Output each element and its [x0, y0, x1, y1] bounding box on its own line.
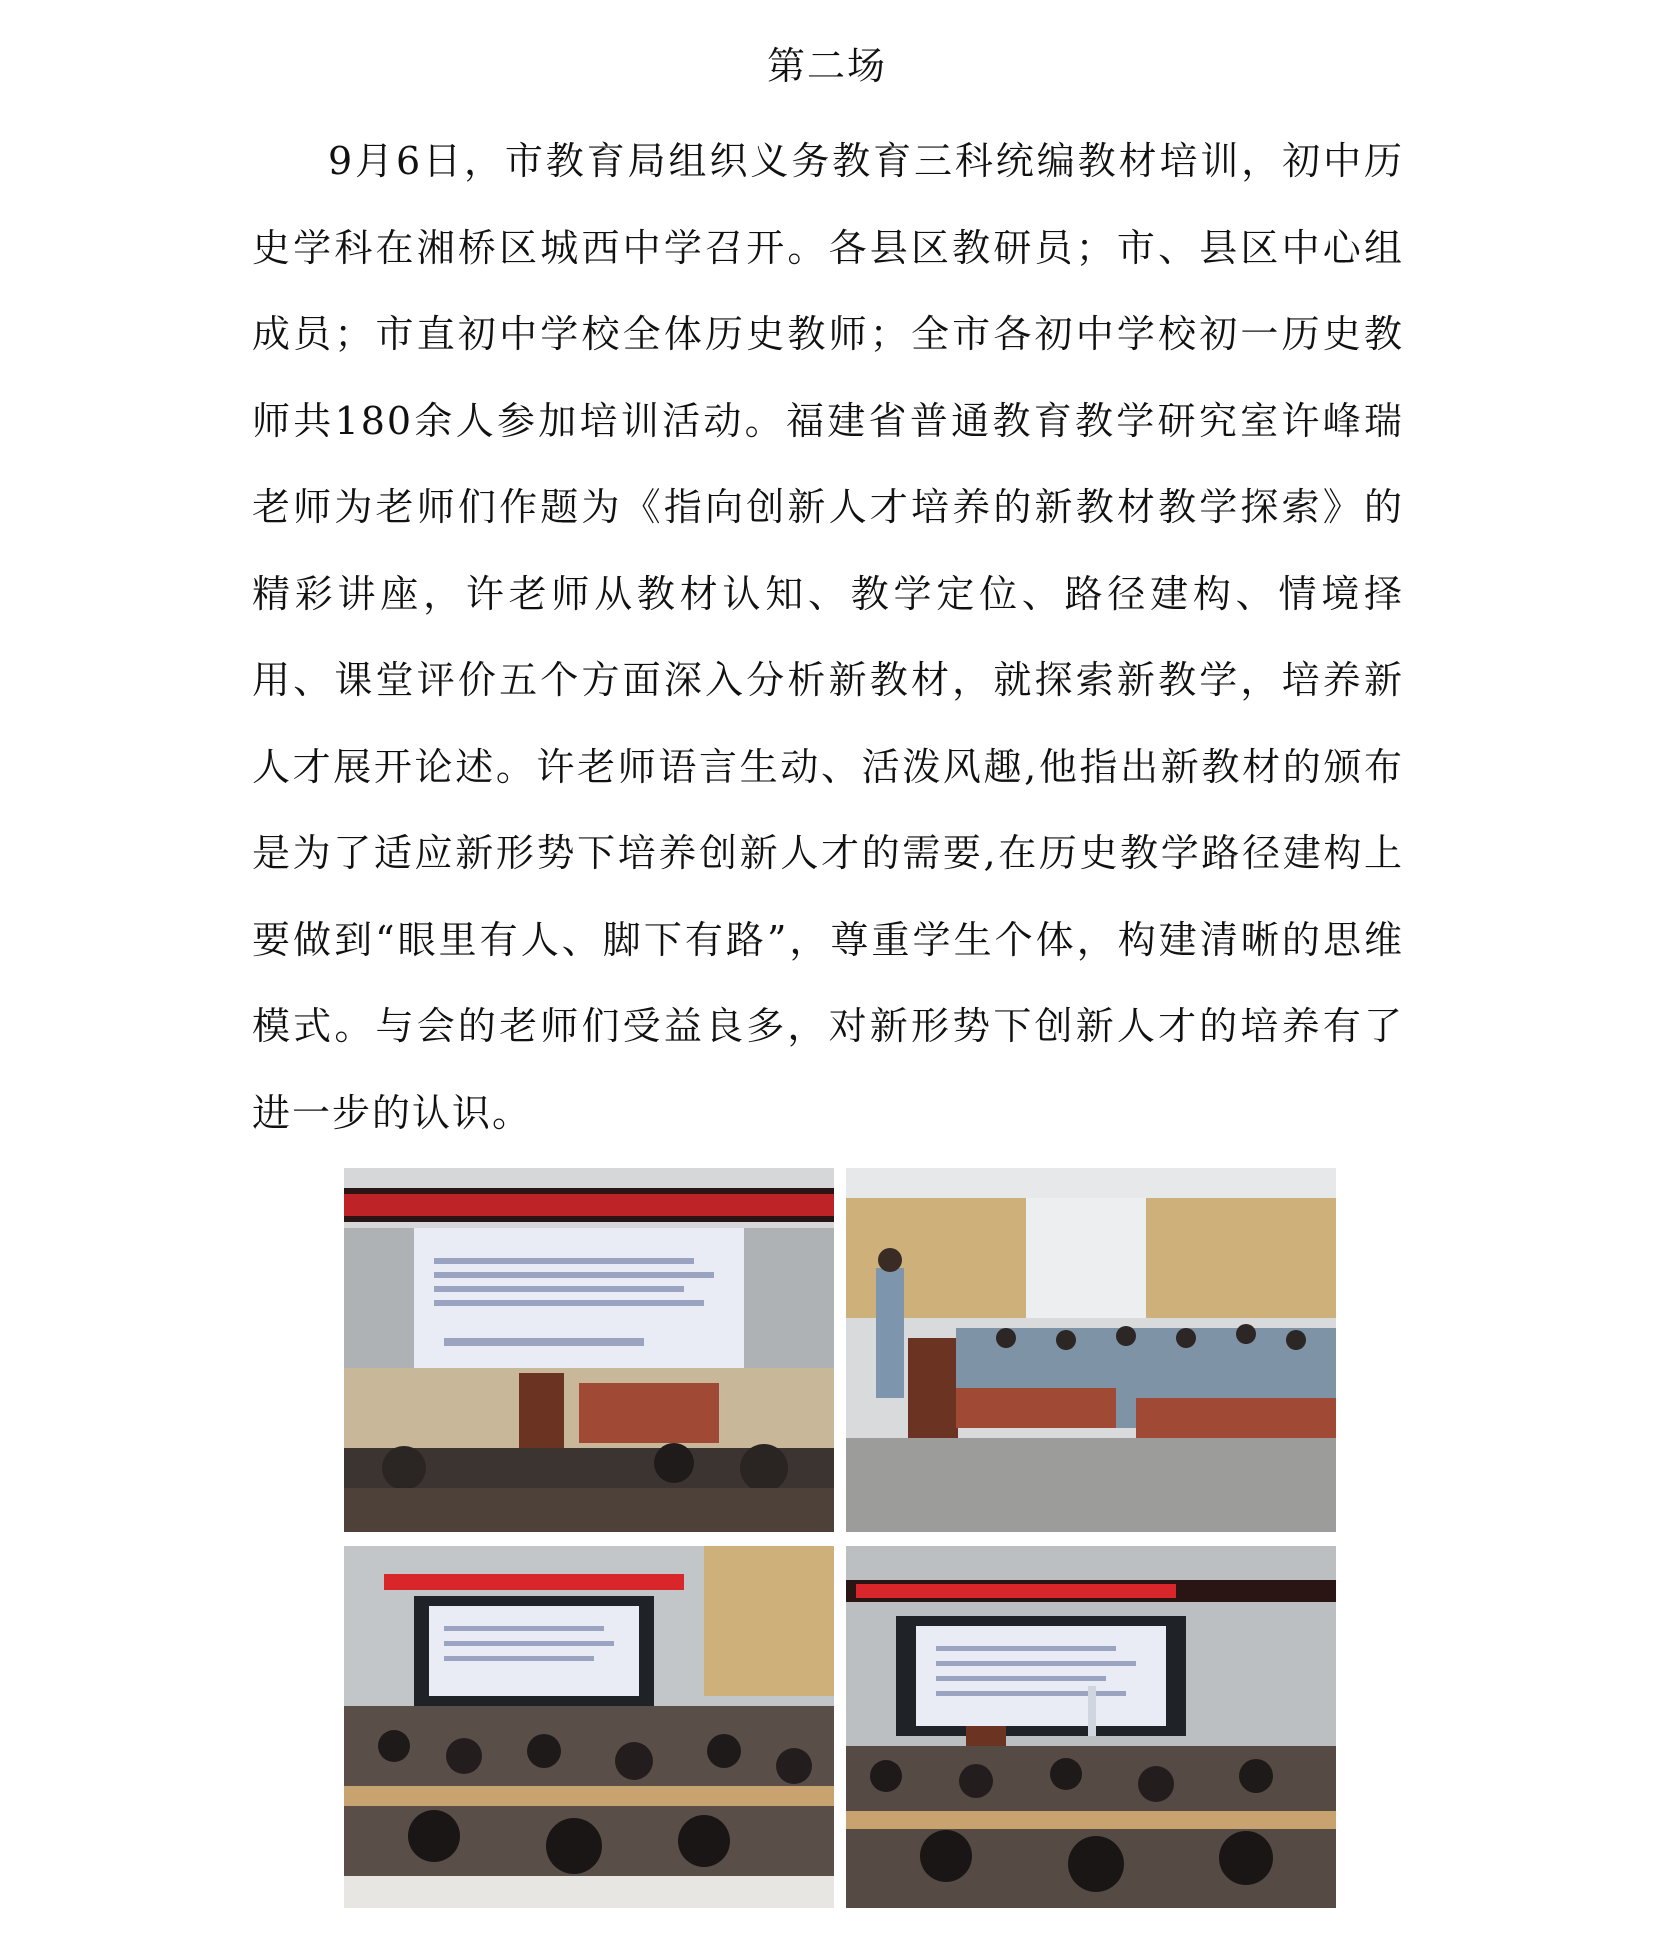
photo-speaker-audience [846, 1168, 1336, 1532]
photo-hall-wide-left [344, 1546, 834, 1908]
photo-lecture-stage [344, 1168, 834, 1532]
page-title: 第二场 [766, 44, 887, 88]
body-paragraph: 9月6日，市教育局组织义务教育三科统编教材培训，初中历史学科在湘桥区城西中学召开。各县区教研员；市、县区中心组成员；市直初中学校全体历史教师；全市各初中学校初一历史教师共180余人参加培训活动。福建省普通教育教学研究室许峰瑞老师为老师们作题为《指向创新人才培养的新教材教学探索》的精彩讲座，许老师从教材认知、教学定位、路径建构、情境择用、课堂评价五个方面深入分析新教材，就探索新教学，培养新人才展开论述。许老师语言生动、活泼风趣,他指出新教材的颁布是为了适应新形势下培养创新人才的需要,在历史教学路径建构上要做到“眼里有人、脚下有路”，尊重学生个体，构建清晰的思维模式。与会的老师们受益良多，对新形势下创新人才的培养有了进一步的认识。 [252, 139, 1404, 1135]
photo-hall-wide-right [846, 1546, 1336, 1908]
